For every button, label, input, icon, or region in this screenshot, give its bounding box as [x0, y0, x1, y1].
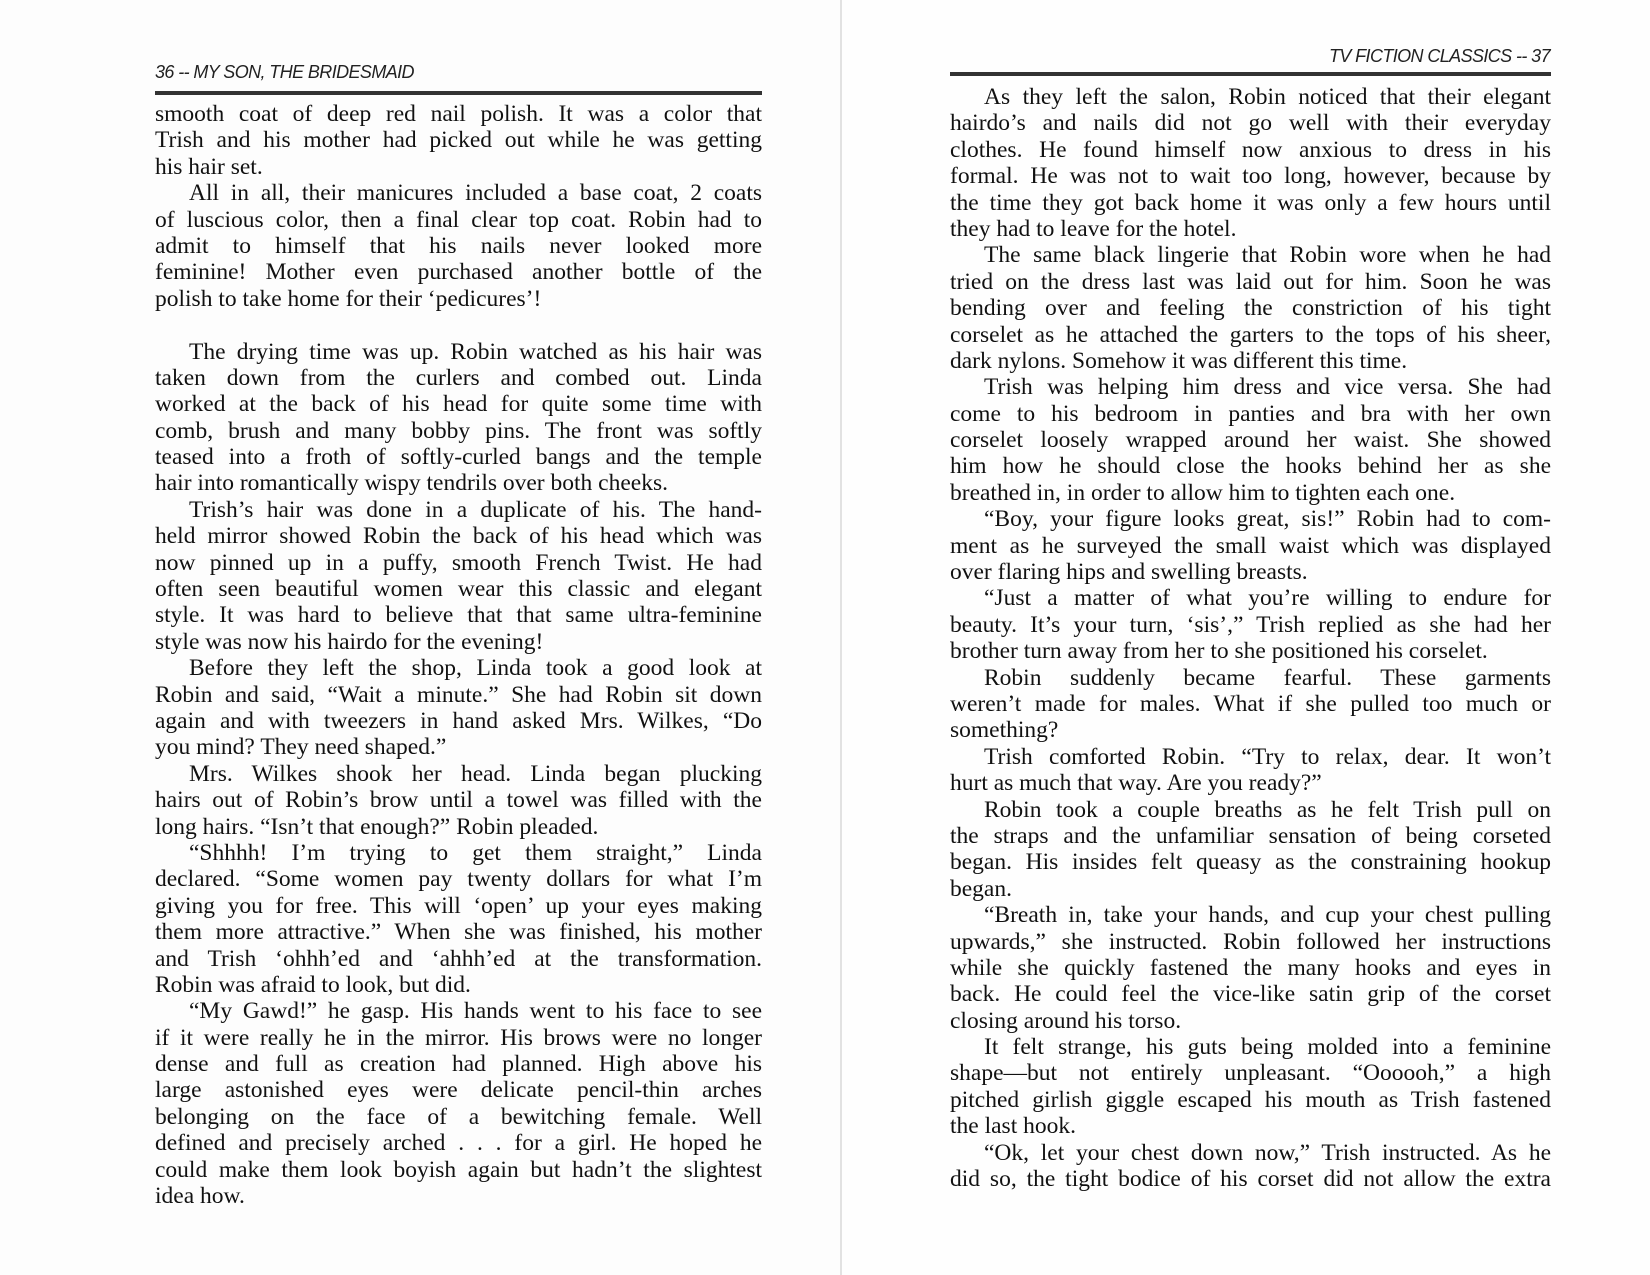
text-line: the time they got back home it was only a few hours until [950, 189, 1551, 216]
text-line: ment as he surveyed the small waist which was displayed [950, 532, 1551, 559]
text-line: polish to take home for their ‘pedicures’! [155, 285, 542, 312]
header-rule [155, 91, 762, 95]
text-line: taken down from the curlers and combed out. Linda [155, 364, 762, 391]
text-line: “Ok, let your chest down now,” Trish instructed. As he [984, 1139, 1551, 1166]
text-line: hairdo’s and nails did not go well with their everyday [950, 110, 1551, 137]
text-line: Robin was afraid to look, but did. [155, 971, 471, 998]
text-line: giving you for free. This will ‘open’ up your eyes making [155, 892, 762, 919]
right-page [842, 0, 1650, 1275]
text-line: him how he should close the hooks behind her as she [950, 453, 1551, 480]
header-rule [950, 72, 1551, 76]
text-line: weren’t made for males. What if she pulled too much or [950, 690, 1551, 717]
text-line: beauty. It’s your turn, ‘sis’,” Trish replied as she had her [950, 611, 1551, 638]
text-line: Trish was helping him dress and vice versa. She had [984, 374, 1551, 401]
text-line: “Just a matter of what you’re willing to endure for [984, 585, 1551, 612]
text-line: them more attractive.” When she was finished, his mother [155, 919, 762, 946]
text-line: held mirror showed Robin the back of his head which was [155, 523, 762, 550]
text-line: Robin and said, “Wait a minute.” She had Robin sit down [155, 681, 762, 708]
right-page-body [950, 84, 1551, 1192]
text-line: feminine! Mother even purchased another bottle of the [155, 259, 762, 286]
text-line: breathed in, in order to allow him to tighten each one. [950, 479, 1456, 506]
text-line: over flaring hips and swelling breasts. [950, 559, 1308, 586]
text-line: back. He could feel the vice-like satin grip of the corset [950, 981, 1551, 1008]
text-line: pitched girlish giggle escaped his mouth as Trish fastened [950, 1086, 1551, 1113]
text-line: they had to leave for the hotel. [950, 215, 1237, 242]
left-page-body [155, 101, 762, 1209]
text-line: As they left the salon, Robin noticed that their elegant [984, 84, 1551, 110]
text-line: could make them look boyish again but hadn’t the slightest [155, 1156, 762, 1183]
text-line: upwards,” she instructed. Robin followed her instructions [950, 928, 1551, 955]
text-line: idea how. [155, 1183, 245, 1210]
text-line: style. It was hard to believe that that same ultra-feminine [155, 602, 762, 629]
text-line: Trish and his mother had picked out while he was getting [155, 127, 762, 154]
text-line: closing around his torso. [950, 1007, 1182, 1034]
text-line: Robin took a couple breaths as he felt Trish pull on [984, 796, 1551, 823]
text-line: All in all, their manicures included a base coat, 2 coats [189, 180, 762, 207]
text-line: tried on the dress last was laid out for him. Soon he was [950, 268, 1551, 295]
text-line: corselet as he attached the garters to the tops of his sheer, [950, 321, 1551, 348]
text-line: began. His insides felt queasy as the constraining hookup [950, 849, 1551, 876]
text-line: “My Gawd!” he gasp. His hands went to his face to see [189, 998, 762, 1025]
text-line: “Breath in, take your hands, and cup your chest pulling [984, 902, 1551, 929]
text-line: The drying time was up. Robin watched as his hair was [189, 338, 762, 365]
text-line: large astonished eyes were delicate pencil-thin arches [155, 1077, 762, 1104]
text-line: while she quickly fastened the many hooks and eyes in [950, 954, 1551, 981]
text-line: Trish’s hair was done in a duplicate of his. The hand- [189, 496, 762, 523]
text-line: bending over and feeling the constriction of his tight [950, 295, 1551, 322]
text-line: the straps and the unfamiliar sensation of being corseted [950, 822, 1551, 849]
text-line: declared. “Some women pay twenty dollars for what I’m [155, 866, 762, 893]
text-line: It felt strange, his guts being molded into a feminine [984, 1034, 1551, 1061]
text-line: his hair set. [155, 153, 263, 180]
text-line: hurt as much that way. Are you ready?” [950, 770, 1322, 797]
text-line: hair into romantically wispy tendrils over both cheeks. [155, 470, 668, 497]
text-line: Trish comforted Robin. “Try to relax, dear. It won’t [984, 743, 1551, 770]
text-line: corselet loosely wrapped around her waist. She showed [950, 427, 1551, 454]
text-line: defined and precisely arched . . . for a girl. He hoped he [155, 1130, 762, 1157]
text-line: began. [950, 875, 1012, 902]
text-line: of luscious color, then a final clear top coat. Robin had to [155, 206, 762, 233]
text-line: formal. He was not to wait too long, however, because by [950, 163, 1551, 190]
text-line: dark nylons. Somehow it was different this time. [950, 347, 1408, 374]
text-line: belonging on the face of a bewitching female. Well [155, 1103, 762, 1130]
text-line: long hairs. “Isn’t that enough?” Robin pleaded. [155, 813, 599, 840]
text-line: “Shhhh! I’m trying to get them straight,” Linda [189, 839, 762, 866]
text-line: worked at the back of his head for quite some time with [155, 391, 762, 418]
text-line: you mind? They need shaped.” [155, 734, 447, 761]
text-line: admit to himself that his nails never looked more [155, 232, 762, 259]
text-line: often seen beautiful women wear this classic and elegant [155, 576, 762, 603]
text-line: Mrs. Wilkes shook her head. Linda began plucking [189, 760, 762, 787]
text-line: smooth coat of deep red nail polish. It was a color that [155, 101, 762, 127]
text-line: the last hook. [950, 1113, 1076, 1140]
text-line: style was now his hairdo for the evening! [155, 628, 544, 655]
text-line: dense and full as creation had planned. High above his [155, 1051, 762, 1078]
blank-line [155, 312, 762, 338]
text-line: teased into a froth of softly-curled bangs and the temple [155, 444, 762, 471]
text-line: comb, brush and many bobby pins. The front was softly [155, 417, 762, 444]
text-line: again and with tweezers in hand asked Mrs. Wilkes, “Do [155, 707, 762, 734]
text-line: shape—but not entirely unpleasant. “Oooooh,” a high [950, 1060, 1551, 1087]
text-line: come to his bedroom in panties and bra with her own [950, 400, 1551, 427]
text-line: Robin suddenly became fearful. These garments [984, 664, 1551, 691]
text-line: clothes. He found himself now anxious to dress in his [950, 136, 1551, 163]
running-header-left: 36 -- MY SON, THE BRIDESMAID [155, 62, 414, 82]
text-line: brother turn away from her to she positioned his corselet. [950, 638, 1488, 665]
text-line: if it were really he in the mirror. His brows were no longer [155, 1024, 762, 1051]
text-line: The same black lingerie that Robin wore when he had [984, 242, 1551, 269]
text-line: something? [950, 717, 1059, 744]
running-header-right: TV FICTION CLASSICS -- 37 [1328, 46, 1550, 66]
text-line: and Trish ‘ohhh’ed and ‘ahhh’ed at the transformation. [155, 945, 762, 972]
text-line: “Boy, your figure looks great, sis!” Robin had to com- [984, 506, 1551, 533]
text-line: hairs out of Robin’s brow until a towel was filled with the [155, 787, 762, 814]
text-line: did so, the tight bodice of his corset did not allow the extra [950, 1166, 1551, 1193]
text-line: now pinned up in a puffy, smooth French Twist. He had [155, 549, 762, 576]
text-line: Before they left the shop, Linda took a good look at [189, 655, 762, 682]
